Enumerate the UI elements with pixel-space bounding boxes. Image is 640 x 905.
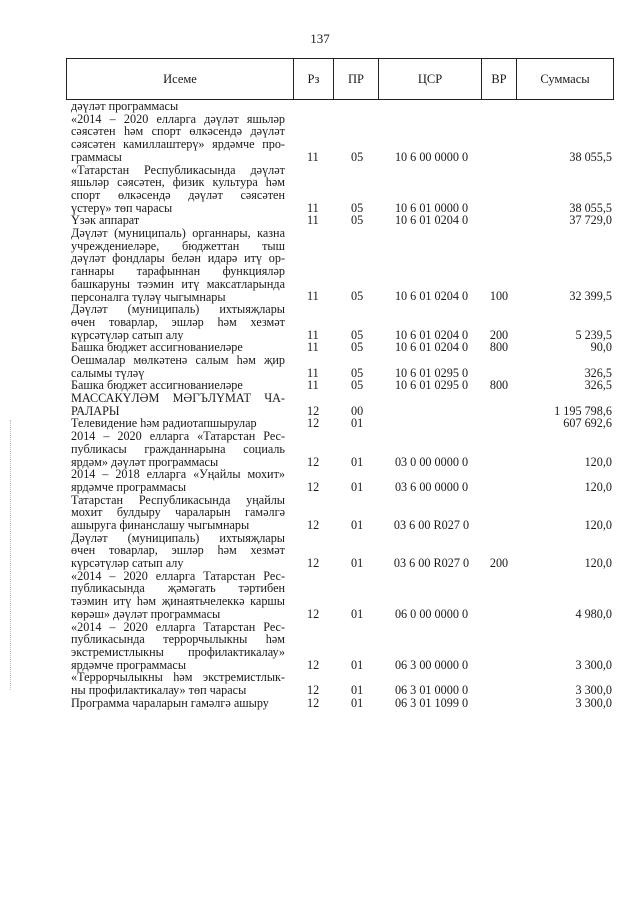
row-sum: 5 239,5: [575, 327, 612, 342]
name-line: «2014 – 2020 елларга Татарстан Рес-: [71, 568, 285, 583]
row-sum: 3 300,0: [575, 683, 612, 698]
row-rz: 11: [307, 378, 319, 393]
row-rz: 12: [307, 683, 320, 698]
row-pr: 05: [351, 340, 364, 355]
row-pr: 05: [351, 327, 364, 342]
row-csr: 06 3 00 0000 0: [394, 657, 469, 672]
name-line: ярдәмче программасы: [71, 657, 187, 672]
row-name: [71, 164, 285, 215]
row-pr: 05: [351, 289, 364, 304]
name-line: мохит булдыру чараларын гамәлгә: [71, 505, 285, 520]
name-line: Телевидение һәм радиотапшырулар: [71, 416, 257, 431]
name-line: өчен товарлар, эшләр һәм хезмәт: [71, 543, 285, 558]
name-line: 2014 – 2018 елларга «Уңайлы мохит»: [71, 467, 285, 482]
table-row: [0, 354, 640, 379]
row-rz: 11: [307, 340, 319, 355]
row-name: [71, 697, 285, 710]
name-line: публикасында җәмәгать тәртибен: [71, 581, 285, 596]
name-line: граммасы: [71, 149, 122, 164]
row-csr: 06 0 00 0000 0: [394, 606, 469, 621]
row-rz: 11: [307, 149, 319, 164]
row-sum: 1 195 798,6: [554, 403, 612, 418]
row-pr: 05: [351, 213, 364, 228]
row-vr: 800: [489, 378, 509, 393]
name-line: РАЛАРЫ: [71, 403, 120, 418]
row-rz: 12: [307, 517, 320, 532]
row-name: [71, 494, 285, 532]
row-name: [71, 392, 285, 417]
name-line: Программа чараларын гамәлгә ашыру: [71, 695, 269, 710]
name-line: Башка бюджет ассигнованиеләре: [71, 340, 243, 355]
name-line: үстерү» төп чарасы: [71, 200, 173, 215]
row-pr: 05: [351, 149, 364, 164]
name-line: спорт өлкәсендә дәүләт сәясәтен: [71, 187, 285, 202]
row-rz: 12: [307, 695, 320, 710]
table-row: [0, 621, 640, 672]
row-name: [71, 227, 285, 303]
row-sum: 607 692,6: [563, 416, 612, 431]
row-sum: 38 055,5: [569, 200, 612, 215]
name-line: көрәш» дәүләт программасы: [71, 606, 221, 621]
name-line: МАССАКҮЛӘМ МӘГЪЛҮМАТ ЧА-: [71, 391, 285, 406]
row-sum: 3 300,0: [575, 657, 612, 672]
row-csr: 10 6 00 0000 0: [394, 149, 469, 164]
row-pr: 05: [351, 200, 364, 215]
row-csr: 10 6 01 0204 0: [394, 213, 469, 228]
row-sum: 326,5: [584, 378, 612, 393]
row-csr: 03 6 00 R027 0: [393, 517, 470, 532]
row-rz: 12: [307, 606, 320, 621]
header-rz: Рз: [294, 59, 334, 99]
header-pr: ПР: [334, 59, 379, 99]
row-pr: 01: [351, 479, 364, 494]
row-csr: 03 6 00 R027 0: [393, 556, 470, 571]
row-csr: 10 6 01 0000 0: [394, 200, 469, 215]
name-line: тәэмин итү һәм җинаятьчелеккә каршы: [71, 594, 285, 609]
row-csr: 10 6 01 0204 0: [394, 340, 469, 355]
row-rz: 12: [307, 479, 320, 494]
name-line: публикасы гражданнарына социаль: [71, 441, 285, 456]
name-line: «Татарстан Республикасында дәүләт: [71, 162, 285, 177]
name-line: күрсәтүләр сатып алу: [71, 327, 184, 342]
row-vr: 800: [489, 340, 509, 355]
name-line: Оешмалар мөлкәтенә салым һәм җир: [71, 352, 285, 367]
name-line: персоналга түләү чыгымнары: [71, 289, 226, 304]
name-line: яшьләр сәясәтен, физик культура һәм: [71, 175, 285, 190]
row-sum: 4 980,0: [575, 606, 612, 621]
row-name: [71, 430, 285, 468]
name-line: публикасында террорчылыкны һәм: [71, 632, 285, 647]
row-pr: 00: [351, 403, 364, 418]
name-line: дәүләт программасы: [71, 99, 179, 113]
row-pr: 01: [351, 517, 364, 532]
row-name: [71, 532, 285, 570]
row-rz: 12: [307, 403, 320, 418]
row-name: [71, 468, 285, 493]
row-csr: 10 6 01 0204 0: [394, 327, 469, 342]
row-pr: 01: [351, 416, 364, 431]
row-sum: 326,5: [584, 365, 612, 380]
row-sum: 32 399,5: [569, 289, 612, 304]
row-rz: 11: [307, 327, 319, 342]
row-pr: 01: [351, 695, 364, 710]
name-line: ярдәм» дәүләт программасы: [71, 454, 219, 469]
row-pr: 05: [351, 378, 364, 393]
row-pr: 05: [351, 365, 364, 380]
table-row: [0, 303, 640, 341]
row-sum: 3 300,0: [575, 695, 612, 710]
row-name: [71, 100, 285, 164]
row-name: [71, 354, 285, 379]
name-line: дәүләт фондлары белән идарә итү ор-: [71, 251, 285, 266]
row-sum: 38 055,5: [569, 149, 612, 164]
name-line: учреждениеләре, бюджеттан тыш: [71, 238, 285, 253]
table-row: [0, 468, 640, 493]
name-line: ашыруга финанслашу чыгымнары: [71, 518, 250, 532]
name-line: «Террорчылыкны һәм экстремистлык-: [71, 670, 285, 685]
row-name: [71, 303, 285, 341]
name-line: Үзәк аппарат: [71, 213, 140, 228]
row-sum: 120,0: [584, 556, 612, 571]
header-csr: ЦСР: [379, 59, 482, 99]
table-row: [0, 494, 640, 532]
row-csr: 06 3 01 1099 0: [394, 695, 469, 710]
name-line: күрсәтүләр сатып алу: [71, 556, 184, 571]
page-number: 137: [310, 31, 330, 46]
row-pr: 01: [351, 556, 364, 571]
row-pr: 01: [351, 454, 364, 469]
name-line: «2014 – 2020 елларга дәүләт яшьләр: [71, 111, 285, 126]
table-row: [0, 164, 640, 215]
name-line: ганнары тарафыннан функцияләр: [71, 264, 285, 279]
table-row: [0, 392, 640, 417]
header-sum: Суммасы: [540, 72, 590, 86]
row-csr: 03 6 00 0000 0: [394, 479, 469, 494]
row-pr: 01: [351, 657, 364, 672]
row-csr: 10 6 01 0295 0: [394, 365, 469, 380]
name-line: өчен товарлар, эшләр һәм хезмәт: [71, 314, 285, 329]
row-sum: 90,0: [590, 340, 612, 355]
row-csr: 10 6 01 0295 0: [394, 378, 469, 393]
row-rz: 12: [307, 416, 320, 431]
table-row: [0, 570, 640, 621]
row-sum: 120,0: [584, 454, 612, 469]
name-line: 2014 – 2020 елларга «Татарстан Рес-: [71, 429, 285, 444]
header-name: Исеме: [67, 59, 294, 99]
name-line: салымы түләү: [71, 365, 145, 380]
row-name: [71, 671, 285, 696]
row-csr: 06 3 01 0000 0: [394, 683, 469, 698]
table-row: [0, 697, 640, 710]
name-line: ярдәмче программасы: [71, 479, 187, 494]
row-sum: 120,0: [584, 517, 612, 532]
name-line: «2014 – 2020 елларга Татарстан Рес-: [71, 619, 285, 634]
table-row: [0, 671, 640, 696]
row-rz: 11: [307, 213, 319, 228]
row-csr: 10 6 01 0204 0: [394, 289, 469, 304]
row-rz: 11: [307, 365, 319, 380]
table-row: [0, 532, 640, 570]
name-line: Дәүләт (муниципаль) ихтыяҗлары: [71, 302, 285, 317]
name-line: сәясәтен һәм спорт өлкәсендә дәүләт: [71, 124, 285, 139]
name-line: Дәүләт (муниципаль) ихтыяҗлары: [71, 530, 285, 545]
row-rz: 12: [307, 454, 320, 469]
row-rz: 11: [307, 200, 319, 215]
row-pr: 01: [351, 683, 364, 698]
row-vr: 200: [489, 556, 509, 571]
table-row: [0, 430, 640, 468]
row-rz: 11: [307, 289, 319, 304]
row-name: [71, 621, 285, 672]
name-line: сәясәтен камиллаштерү» ярдәмче про-: [71, 137, 285, 152]
name-line: экстремистлыкны профилактикалау»: [71, 644, 285, 659]
header-vr: ВР: [482, 59, 517, 99]
table-header: [66, 58, 614, 100]
name-line: Татарстан Республикасында уңайлы: [71, 492, 285, 507]
name-line: башкаруны тәэмин итү максатларында: [71, 276, 285, 291]
table-row: [0, 100, 640, 164]
scan-margin-marks: [10, 420, 13, 690]
row-name: [71, 570, 285, 621]
row-vr: 200: [489, 327, 509, 342]
table-body: [0, 100, 640, 709]
row-csr: 03 0 00 0000 0: [394, 454, 469, 469]
table-row: [0, 227, 640, 303]
name-line: Дәүләт (муниципаль) органнары, казна: [71, 225, 285, 240]
name-line: ны профилактикалау» төп чарасы: [71, 683, 247, 698]
row-vr: 100: [489, 289, 509, 304]
row-sum: 37 729,0: [569, 213, 612, 228]
row-pr: 01: [351, 606, 364, 621]
row-rz: 12: [307, 556, 320, 571]
row-sum: 120,0: [584, 479, 612, 494]
name-line: Башка бюджет ассигнованиеләре: [71, 378, 243, 393]
row-rz: 12: [307, 657, 320, 672]
